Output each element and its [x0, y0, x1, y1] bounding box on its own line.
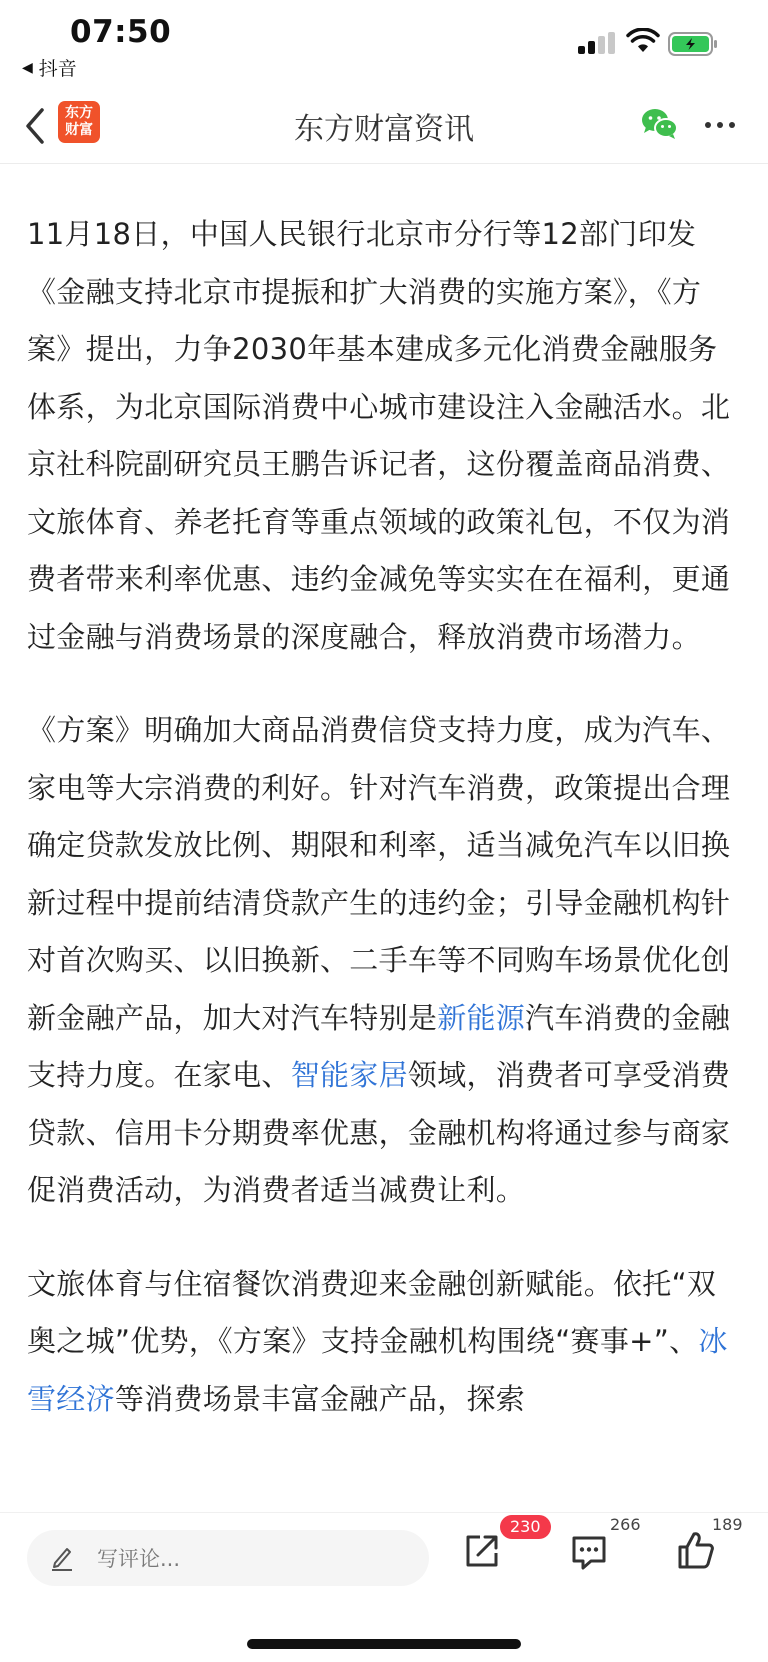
back-to-app-link[interactable]	[22, 54, 77, 81]
thumbs-up-icon[interactable]	[676, 1529, 716, 1571]
wechat-share-icon[interactable]	[640, 106, 680, 142]
bottom-action-bar	[0, 1512, 768, 1662]
article-paragraph-1: 11月18日，中国人民银行北京市分行等12部门印发《金融支持北京市提振和扩大消费的实施方案》，《方案》提出，力争2030年基本建成多元化消费金融服务体系，为北京国际消费中心城市建设注入金融活水。北京社科院副研究员王鹏告诉记者，这份覆盖商品消费、文旅体育、养老托育等重点领域的政策礼包，不仅为消费者带来利率优惠、违约金减免等实实在在福利，更通过金融与消费场景的深度融合，释放消费市场潜力。	[27, 217, 731, 654]
article-paragraph-3	[27, 1256, 743, 1429]
keyword-link-smart-home[interactable]: 智能家居	[290, 1058, 408, 1092]
article-paragraph-2	[27, 702, 743, 1220]
status-time: 07:50	[70, 14, 172, 50]
comment-input[interactable]	[27, 1530, 429, 1586]
home-indicator[interactable]	[247, 1639, 521, 1649]
more-options-icon[interactable]	[702, 112, 738, 138]
paragraph-text: 领域，消费者可享受消费贷款、信用卡分期费率优惠，金融机构将通过参与商家促消费活动，为消费者适当减费让利。	[27, 1058, 731, 1207]
like-count: 189	[712, 1515, 743, 1534]
article-body	[27, 206, 743, 1464]
page-title: 东方财富资讯	[294, 112, 474, 147]
wifi-icon	[626, 28, 660, 54]
comment-placeholder: 写评论...	[97, 1547, 181, 1571]
share-count-badge: 230	[500, 1515, 551, 1539]
pencil-icon	[49, 1544, 75, 1572]
paragraph-text: 等消费场景丰富金融产品，探索	[114, 1381, 526, 1416]
share-icon[interactable]	[462, 1531, 502, 1571]
back-app-label: 抖音	[38, 58, 77, 80]
nav-bar	[0, 92, 768, 164]
keyword-link-ice-snow-economy[interactable]: 冰雪经济	[27, 1324, 728, 1416]
status-bar	[0, 0, 768, 88]
keyword-link-new-energy[interactable]: 新能源	[437, 1000, 526, 1035]
paragraph-text: 文旅体育与住宿餐饮消费迎来金融创新赋能。依托“双奥之城”优势，《方案》支持金融机构围绕“赛事+”、	[27, 1266, 717, 1358]
paragraph-text: 汽车消费的金融支持力度。在家电、	[27, 1000, 731, 1092]
triangle-left-icon: ◀	[22, 59, 33, 76]
logo-line-1: 东方	[65, 105, 93, 121]
paragraph-text: 《方案》明确加大商品消费信贷支持力度，成为汽车、家电等大宗消费的利好。针对汽车消费，政策提出合理确定贷款发放比例、期限和利率，适当减免汽车以旧换新过程中提前结清贷款产生的违约金；引导金融机构针对首次购买、以旧换新、二手车等不同购车场景优化创新金融产品，加大对汽车特别是	[27, 713, 731, 1035]
comment-count: 266	[610, 1515, 641, 1534]
comment-bubble-icon[interactable]	[569, 1533, 609, 1571]
cellular-signal-icon	[578, 32, 618, 54]
battery-icon	[668, 32, 718, 56]
logo-line-2: 财富	[65, 122, 93, 138]
